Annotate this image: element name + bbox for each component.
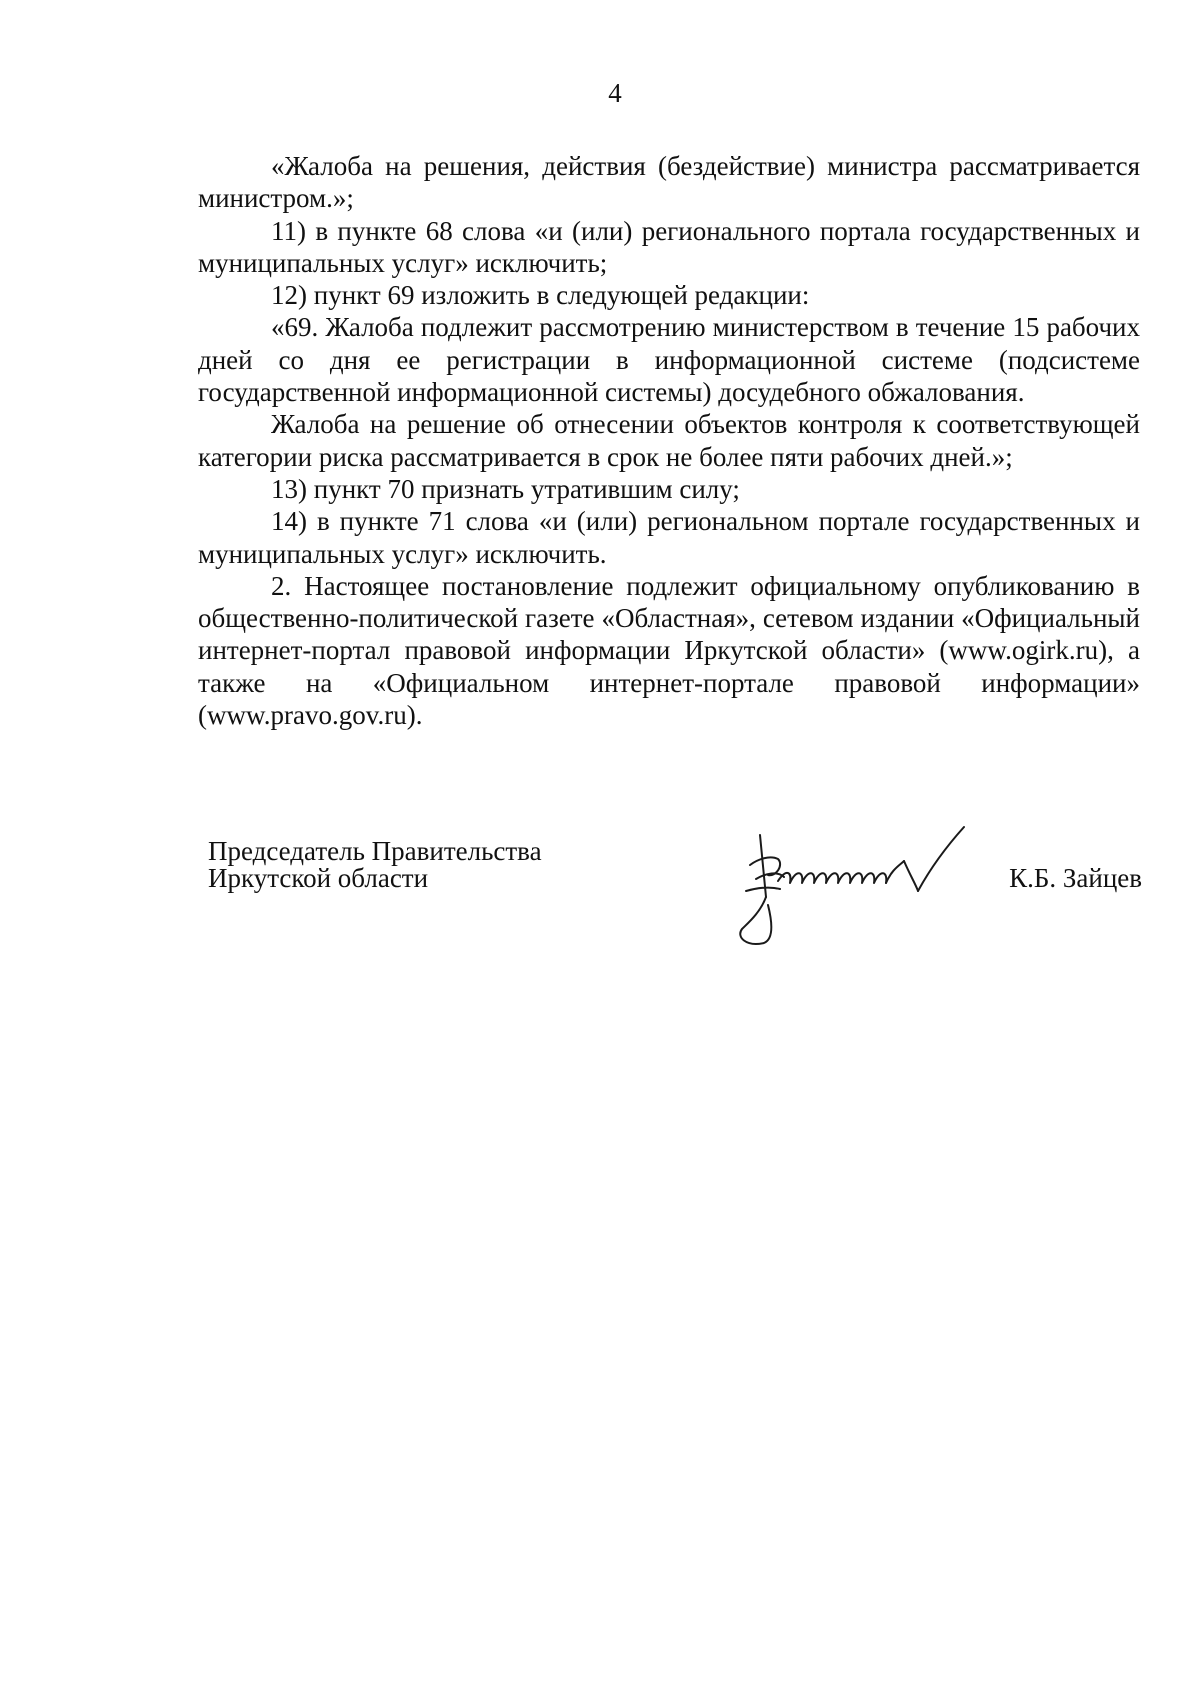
paragraph-item-14: 14) в пункте 71 слова «и (или) региональном портале государственных и муниципальных услуг» исключить. (198, 506, 1140, 569)
signer-name: К.Б. Зайцев (1009, 863, 1142, 893)
signatory-title-line1: Председатель Правительства (208, 836, 542, 866)
signatory-title-line2: Иркутской области (208, 863, 429, 893)
paragraph-risk-category: Жалоба на решение об отнесении объектов контроля к соответствующей категории риска рассматривается в срок не более пяти рабочих дней.»; (198, 409, 1140, 472)
paragraph-complaint-minister: «Жалоба на решения, действия (бездействие) министра рассматривается министром.»; (198, 151, 1140, 214)
handwritten-signature-icon (720, 825, 990, 950)
paragraph-item-12: 12) пункт 69 изложить в следующей редакции: (271, 280, 810, 311)
document-body (198, 150, 1140, 731)
paragraph-item-13: 13) пункт 70 признать утратившим силу; (271, 473, 740, 504)
paragraph-clause-69: «69. Жалоба подлежит рассмотрению министерством в течение 15 рабочих дней со дня ее регистрации в информационной системе (подсистеме государственной информационной системы) досудебного обжалования. (198, 312, 1140, 408)
page-number: 4 (608, 78, 622, 108)
paragraph-item-11: 11) в пункте 68 слова «и (или) регионального портала государственных и муниципальных услуг» исключить; (198, 215, 1140, 278)
paragraph-publication: 2. Настоящее постановление подлежит официальному опубликованию в общественно-политической газете «Областная», сетевом издании «Официальный интернет-портал правовой информации Иркутской области» (www.ogirk.ru), а также на «Официальном интернет-портале правовой информации» (www.pravo.gov.ru). (198, 570, 1140, 731)
signatory-title (208, 838, 542, 892)
